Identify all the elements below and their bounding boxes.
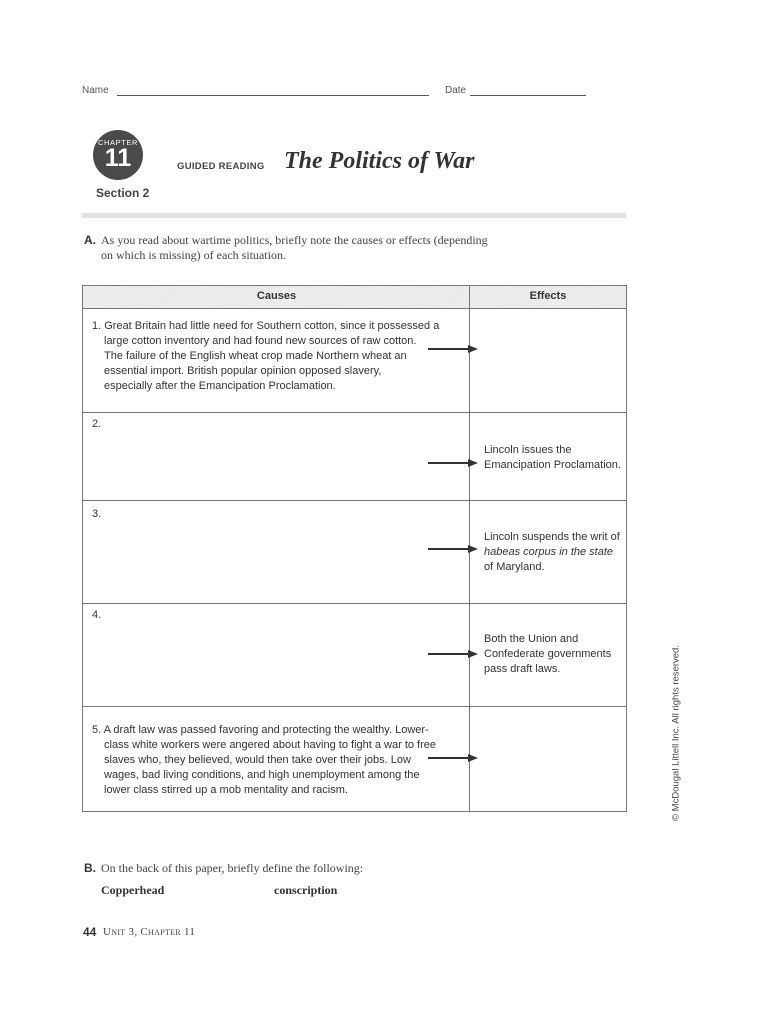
copyright-notice: © McDougal Littell Inc. All rights reserved. — [670, 645, 682, 821]
arrow-right-icon — [428, 348, 468, 350]
arrow-right-icon — [428, 757, 468, 759]
header-rule — [82, 213, 626, 218]
row-divider — [83, 603, 626, 604]
row-divider — [83, 412, 626, 413]
effect-line: pass draft laws. — [484, 663, 561, 675]
effect-cell-3 — [484, 530, 620, 575]
part-a-instructions-line1: As you read about wartime politics, briefly note the causes or effects (depending — [101, 233, 488, 247]
effect-line: Both the Union and — [484, 633, 579, 645]
effect-line: habeas corpus in the state — [484, 546, 614, 558]
cause-cell-2[interactable]: 2. — [92, 418, 102, 430]
cause-cell-1[interactable] — [92, 319, 439, 394]
effect-line: Confederate governments — [484, 648, 612, 660]
cause-cell-5 — [92, 723, 436, 798]
cause-line: The failure of the English wheat crop made Northern wheat an — [104, 350, 407, 362]
effect-line: Lincoln issues the — [484, 444, 572, 456]
cause-line: lower class stirred up a mob mentality and racism. — [104, 784, 348, 796]
effect-line: of Maryland. — [484, 561, 545, 573]
date-field[interactable] — [470, 95, 586, 96]
arrow-right-icon — [428, 653, 468, 655]
page-number: 44 — [83, 925, 97, 939]
page-title: The Politics of War — [284, 148, 475, 174]
effect-line: Emancipation Proclamation. — [484, 459, 621, 471]
cause-line: wages, bad living conditions, and high unemployment among the — [104, 769, 420, 781]
effect-cell-4 — [484, 632, 611, 677]
section-label: Section 2 — [96, 186, 150, 200]
cause-line: large cotton inventory and had found new sources of raw cotton. — [104, 335, 417, 347]
effect-cell-1[interactable] — [470, 313, 624, 408]
cause-line: especially after the Emancipation Proclamation. — [104, 380, 336, 392]
arrow-right-icon — [428, 462, 468, 464]
cause-cell-3[interactable]: 3. — [92, 508, 102, 520]
part-b-letter: B. — [84, 861, 96, 875]
part-b-instructions: On the back of this paper, briefly define the following: — [101, 861, 364, 875]
causes-header: Causes — [256, 290, 297, 302]
chapter-badge-number: 11 — [104, 144, 132, 172]
unit-chapter-label: Unit 3, Chapter 11 — [103, 926, 196, 938]
chapter-badge-label: CHAPTER — [97, 138, 139, 147]
cause-line: slaves who, they believed, would then take over their jobs. Low — [104, 754, 411, 766]
cause-line: 5. A draft law was passed favoring and protecting the wealthy. Lower- — [92, 724, 429, 736]
cause-line: class white workers were angered about having to fight a war to free — [104, 739, 437, 751]
name-label: Name — [82, 85, 109, 96]
effect-line: Lincoln suspends the writ of — [484, 531, 620, 543]
cause-cell-4[interactable]: 4. — [92, 609, 102, 621]
arrow-right-icon — [428, 548, 468, 550]
row-divider — [83, 500, 626, 501]
cause-line: 1. Great Britain had little need for Southern cotton, since it possessed a — [92, 320, 440, 332]
effects-header: Effects — [529, 290, 567, 302]
date-label: Date — [445, 85, 467, 96]
guided-reading-label: GUIDED READING — [177, 161, 265, 172]
term-conscription: conscription — [274, 883, 338, 897]
part-a-instructions-line2: on which is missing) of each situation. — [101, 248, 286, 262]
effect-cell-2 — [484, 443, 621, 473]
term-copperhead: Copperhead — [101, 883, 165, 897]
effect-cell-5[interactable] — [470, 708, 624, 808]
row-divider — [83, 706, 626, 707]
name-field[interactable] — [117, 95, 429, 96]
cause-line: essential import. British popular opinion opposed slavery, — [104, 365, 382, 377]
part-a-letter: A. — [84, 233, 96, 247]
chapter-badge — [93, 130, 143, 180]
